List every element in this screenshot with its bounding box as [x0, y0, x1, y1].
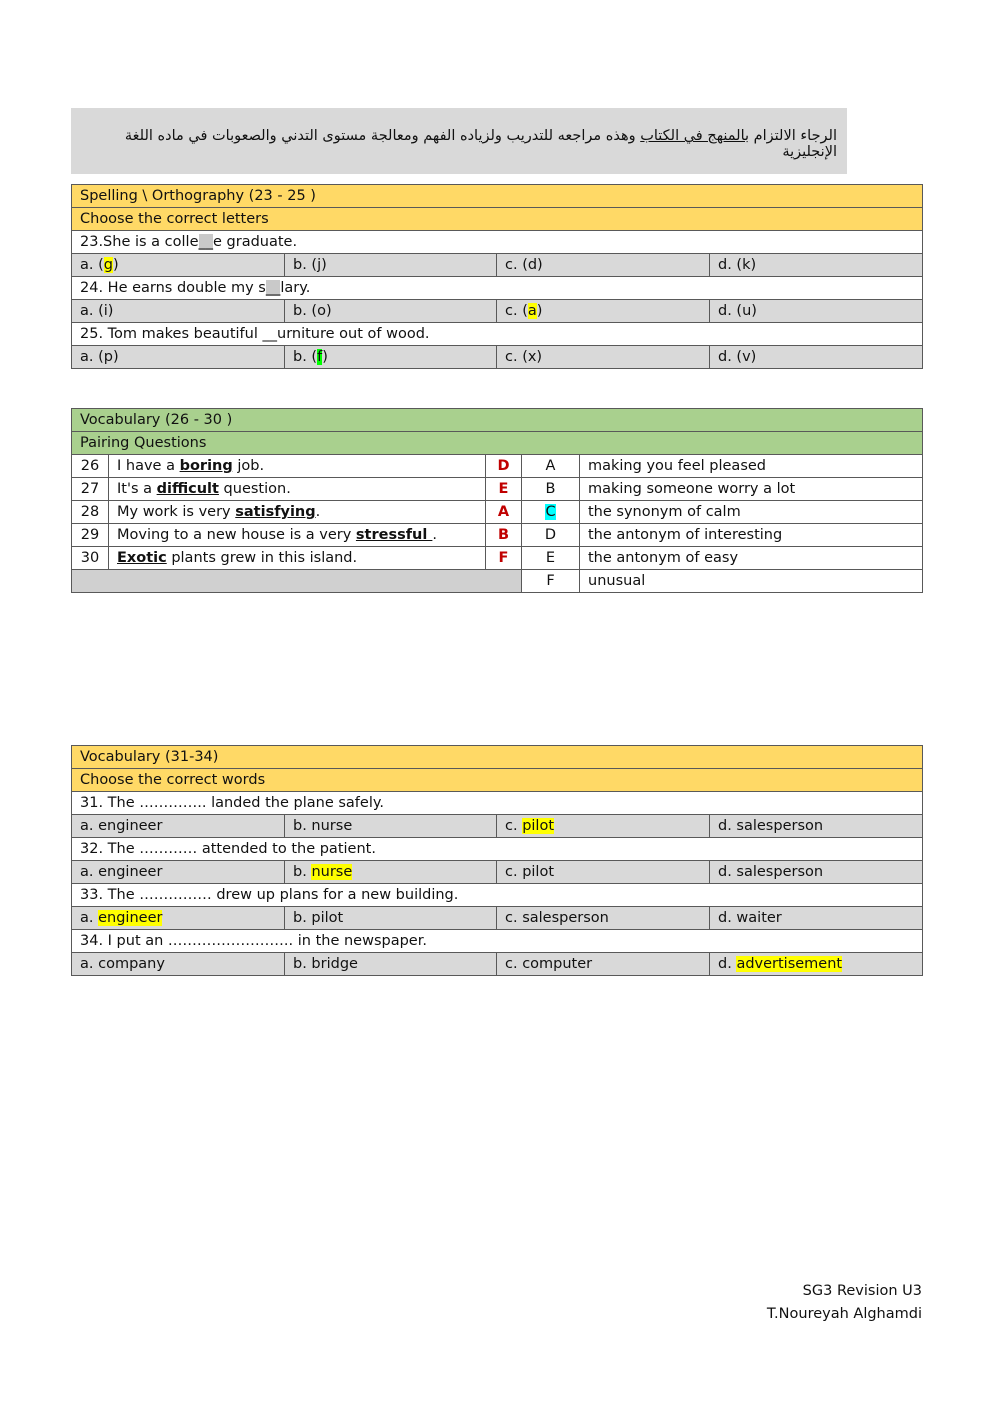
q34-option-b[interactable]: b. bridge: [285, 953, 497, 976]
empty-shaded-cell: [72, 570, 522, 593]
row-number: 28: [72, 501, 109, 524]
sentence: My work is very satisfying.: [109, 501, 486, 524]
highlight: C: [545, 504, 556, 520]
q24-option-d[interactable]: d. (u): [710, 300, 923, 323]
sentence: I have a boring job.: [109, 455, 486, 478]
pairing-row-last: [72, 570, 923, 593]
sentence: Exotic plants grew in this island.: [109, 547, 486, 570]
highlight: a: [527, 303, 537, 319]
spelling-title: Spelling \ Orthography (23 - 25 ): [72, 185, 923, 208]
answer-letter[interactable]: E: [486, 478, 522, 501]
pairing-row: [72, 455, 923, 478]
question-33: 33. The …………… drew up plans for a new building.: [72, 884, 923, 907]
sentence: It's a difficult question.: [109, 478, 486, 501]
q33-option-b[interactable]: b. pilot: [285, 907, 497, 930]
sentence: Moving to a new house is a very stressful .: [109, 524, 486, 547]
q25-option-b[interactable]: b. (f): [285, 346, 497, 369]
definition-letter: B: [522, 478, 580, 501]
q24-blank: __: [265, 280, 281, 296]
vocab-instruction: Choose the correct words: [72, 769, 923, 792]
key-word: Exotic: [117, 550, 167, 566]
pairing-table: [71, 408, 923, 593]
question-23: [72, 231, 923, 254]
highlight: advertisement: [736, 956, 843, 972]
banner-underlined: بالمنهج في الكتاب: [640, 128, 750, 144]
key-word: boring: [179, 458, 233, 474]
q32-option-c[interactable]: c. pilot: [497, 861, 710, 884]
definition: making you feel pleased: [580, 455, 923, 478]
answer-letter[interactable]: B: [486, 524, 522, 547]
key-word: satisfying: [235, 504, 316, 520]
q31-option-b[interactable]: b. nurse: [285, 815, 497, 838]
definition-letter: A: [522, 455, 580, 478]
footer-revision: SG3 Revision U3: [802, 1283, 922, 1299]
question-31: 31. The ………….. landed the plane safely.: [72, 792, 923, 815]
q23-pre: 23.She is a colle: [80, 234, 199, 250]
question-34: 34. I put an …………………….. in the newspaper.: [72, 930, 923, 953]
q31-option-d[interactable]: d. salesperson: [710, 815, 923, 838]
row-number: 26: [72, 455, 109, 478]
pairing-row: [72, 501, 923, 524]
q32-option-a[interactable]: a. engineer: [72, 861, 285, 884]
highlight: g: [103, 257, 113, 273]
instruction-banner: [71, 108, 847, 174]
q25-option-a[interactable]: a. (p): [72, 346, 285, 369]
banner-pre: الرجاء الالتزام: [749, 128, 837, 144]
pairing-instruction: Pairing Questions: [72, 432, 923, 455]
pairing-row: [72, 524, 923, 547]
definition-letter: [522, 501, 580, 524]
banner-post: وهذه مراجعه للتدريب ولزياده الفهم ومعالجة مستوى التدني والصعوبات في ماده اللغة الإنجليزية: [124, 128, 837, 160]
q25-blank: __: [262, 326, 277, 342]
q31-option-a[interactable]: a. engineer: [72, 815, 285, 838]
definition: the antonym of interesting: [580, 524, 923, 547]
definition-letter: D: [522, 524, 580, 547]
definition: unusual: [580, 570, 923, 593]
q34-option-c[interactable]: c. computer: [497, 953, 710, 976]
pairing-title: Vocabulary (26 - 30 ): [72, 409, 923, 432]
answer-letter[interactable]: F: [486, 547, 522, 570]
spelling-instruction: Choose the correct letters: [72, 208, 923, 231]
q31-option-c[interactable]: c. pilot: [497, 815, 710, 838]
footer-teacher: T.Noureyah Alghamdi: [766, 1306, 922, 1322]
row-number: 27: [72, 478, 109, 501]
q25-option-c[interactable]: c. (x): [497, 346, 710, 369]
q25-option-d[interactable]: d. (v): [710, 346, 923, 369]
q24-option-c[interactable]: c. (a): [497, 300, 710, 323]
answer-letter[interactable]: A: [486, 501, 522, 524]
q24-option-b[interactable]: b. (o): [285, 300, 497, 323]
q23-blank: __: [198, 234, 213, 250]
row-number: 30: [72, 547, 109, 570]
q32-option-b[interactable]: b. nurse: [285, 861, 497, 884]
q33-option-a[interactable]: a. engineer: [72, 907, 285, 930]
banner-text: [81, 128, 837, 160]
highlight: nurse: [311, 864, 353, 880]
vocabulary-table: [71, 745, 923, 976]
highlight: f: [317, 349, 323, 365]
q23-post: e graduate.: [213, 234, 298, 250]
q32-option-d[interactable]: d. salesperson: [710, 861, 923, 884]
q34-option-d[interactable]: d. advertisement: [710, 953, 923, 976]
q33-option-c[interactable]: c. salesperson: [497, 907, 710, 930]
definition: the synonym of calm: [580, 501, 923, 524]
q23-option-b[interactable]: b. (j): [285, 254, 497, 277]
row-number: 29: [72, 524, 109, 547]
definition-letter: E: [522, 547, 580, 570]
q23-option-c[interactable]: c. (d): [497, 254, 710, 277]
definition: making someone worry a lot: [580, 478, 923, 501]
question-25: 25. Tom makes beautiful __urniture out of wood.: [72, 323, 923, 346]
q34-option-a[interactable]: a. company: [72, 953, 285, 976]
q23-option-d[interactable]: d. (k): [710, 254, 923, 277]
q33-option-d[interactable]: d. waiter: [710, 907, 923, 930]
key-word: difficult: [156, 481, 219, 497]
vocab-title: Vocabulary (31-34): [72, 746, 923, 769]
key-word: stressful: [355, 527, 433, 543]
pairing-row: [72, 478, 923, 501]
highlight: engineer: [98, 910, 163, 926]
q24-option-a[interactable]: a. (i): [72, 300, 285, 323]
definition-letter: F: [522, 570, 580, 593]
question-24: 24. He earns double my s__lary.: [72, 277, 923, 300]
q23-option-a[interactable]: a. (g): [72, 254, 285, 277]
definition: the antonym of easy: [580, 547, 923, 570]
spelling-table: [71, 184, 923, 369]
question-32: 32. The ………… attended to the patient.: [72, 838, 923, 861]
answer-letter[interactable]: D: [486, 455, 522, 478]
pairing-row: [72, 547, 923, 570]
highlight: pilot: [522, 818, 555, 834]
footer: [767, 1280, 922, 1326]
